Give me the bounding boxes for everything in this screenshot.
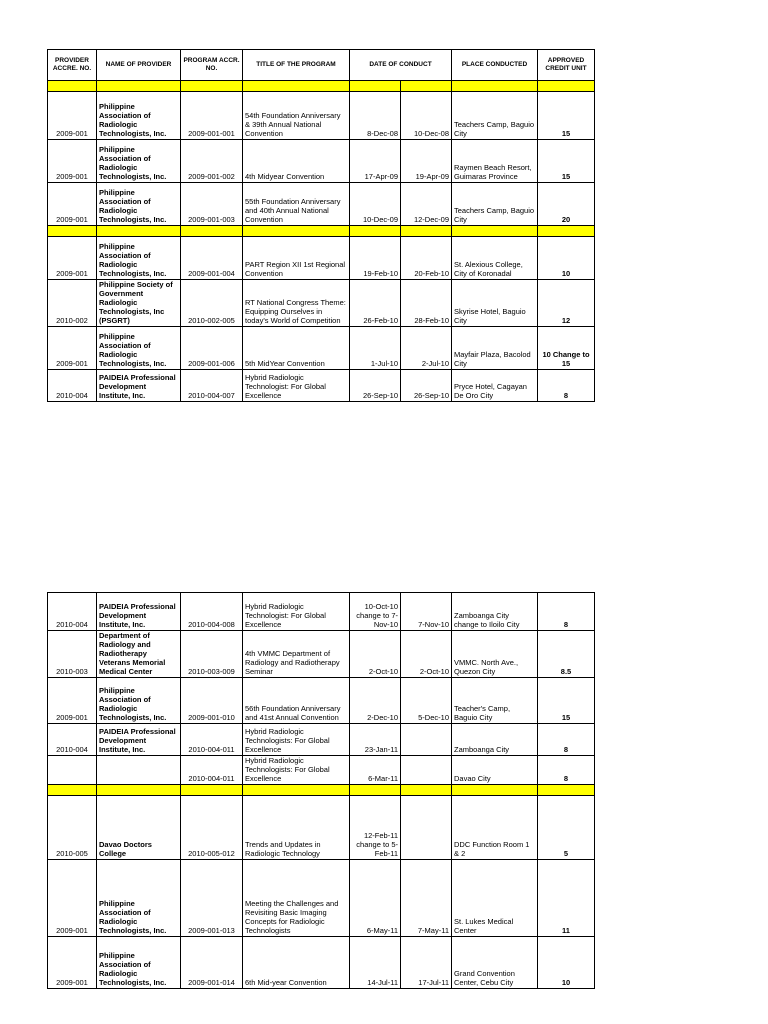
header-place-conducted: PLACE CONDUCTED <box>452 50 538 81</box>
date-end: 19-Apr-09 <box>401 140 452 183</box>
credit-unit: 10 Change to 15 <box>538 327 595 370</box>
header-row <box>48 50 595 81</box>
program-title: 6th Mid-year Convention <box>243 937 350 989</box>
provider-name: Philippine Society of Government Radiologic Technologists, Inc (PSGRT) <box>97 280 181 327</box>
program-accr-no: 2009-001-010 <box>181 678 243 724</box>
header-program-accr-no: PROGRAM ACCR. NO. <box>181 50 243 81</box>
provider-accr-no: 2009-001 <box>48 937 97 989</box>
program-accr-no: 2009-001-014 <box>181 937 243 989</box>
accreditation-table-2 <box>47 592 595 989</box>
date-end: 10-Dec-08 <box>401 92 452 140</box>
table-row <box>48 796 595 860</box>
provider-accr-no: 2009-001 <box>48 237 97 280</box>
date-start: 6-May-11 <box>350 860 401 937</box>
provider-name <box>97 756 181 785</box>
table-row <box>48 327 595 370</box>
table-row <box>48 937 595 989</box>
credit-unit: 8 <box>538 370 595 402</box>
program-title: Hybrid Radiologic Technologists: For Global Excellence <box>243 724 350 756</box>
credit-unit: 15 <box>538 140 595 183</box>
date-start: 17-Apr-09 <box>350 140 401 183</box>
place-conducted: Pryce Hotel, Cagayan De Oro City <box>452 370 538 402</box>
highlight-separator <box>48 81 595 92</box>
program-title: 55th Foundation Anniversary and 40th Annual National Convention <box>243 183 350 226</box>
table-row <box>48 678 595 724</box>
program-accr-no: 2010-004-011 <box>181 756 243 785</box>
header-title-of-program: TITLE OF THE PROGRAM <box>243 50 350 81</box>
place-conducted: DDC Function Room 1 & 2 <box>452 796 538 860</box>
date-start: 1-Jul-10 <box>350 327 401 370</box>
program-title: Hybrid Radiologic Technologist: For Global Excellence <box>243 593 350 631</box>
provider-accr-no: 2009-001 <box>48 140 97 183</box>
place-conducted: St. Lukes Medical Center <box>452 860 538 937</box>
date-start: 26-Sep-10 <box>350 370 401 402</box>
place-conducted: Skyrise Hotel, Baguio City <box>452 280 538 327</box>
date-end: 17-Jul-11 <box>401 937 452 989</box>
place-conducted: Zamboanga City change to Iloilo City <box>452 593 538 631</box>
table-row <box>48 280 595 327</box>
provider-accr-no: 2010-004 <box>48 370 97 402</box>
date-end: 28-Feb-10 <box>401 280 452 327</box>
program-accr-no: 2009-001-002 <box>181 140 243 183</box>
program-accr-no: 2010-005-012 <box>181 796 243 860</box>
program-title: 54th Foundation Anniversary & 39th Annual National Convention <box>243 92 350 140</box>
provider-accr-no: 2010-003 <box>48 631 97 678</box>
credit-unit: 8 <box>538 756 595 785</box>
date-start: 10-Oct-10 change to 7-Nov-10 <box>350 593 401 631</box>
highlight-separator <box>48 226 595 237</box>
date-start: 12-Feb-11 change to 5-Feb-11 <box>350 796 401 860</box>
provider-name: Philippine Association of Radiologic Technologists, Inc. <box>97 860 181 937</box>
program-accr-no: 2010-003-009 <box>181 631 243 678</box>
place-conducted: Teacher's Camp, Baguio City <box>452 678 538 724</box>
table-row <box>48 860 595 937</box>
place-conducted: Teachers Camp, Baguio City <box>452 183 538 226</box>
provider-name: Davao Doctors College <box>97 796 181 860</box>
place-conducted: Davao City <box>452 756 538 785</box>
table-row <box>48 237 595 280</box>
provider-name: PAIDEIA Professional Development Institute, Inc. <box>97 724 181 756</box>
program-title: 5th MidYear Convention <box>243 327 350 370</box>
program-accr-no: 2009-001-001 <box>181 92 243 140</box>
program-accr-no: 2010-004-007 <box>181 370 243 402</box>
credit-unit: 8 <box>538 593 595 631</box>
date-end <box>401 756 452 785</box>
credit-unit: 15 <box>538 678 595 724</box>
table-row <box>48 370 595 402</box>
provider-name: Philippine Association of Radiologic Technologists, Inc. <box>97 327 181 370</box>
table-row <box>48 631 595 678</box>
date-start: 26-Feb-10 <box>350 280 401 327</box>
credit-unit: 20 <box>538 183 595 226</box>
provider-accr-no: 2010-004 <box>48 724 97 756</box>
header-provider-accr-no: PROVIDER ACCRE. NO. <box>48 50 97 81</box>
date-start: 14-Jul-11 <box>350 937 401 989</box>
provider-name: Philippine Association of Radiologic Technologists, Inc. <box>97 937 181 989</box>
table-row <box>48 756 595 785</box>
header-date-of-conduct: DATE OF CONDUCT <box>350 50 452 81</box>
program-accr-no: 2010-004-008 <box>181 593 243 631</box>
program-title: PART Region XII 1st Regional Convention <box>243 237 350 280</box>
date-end: 7-May-11 <box>401 860 452 937</box>
date-end: 2-Jul-10 <box>401 327 452 370</box>
date-start: 2-Oct-10 <box>350 631 401 678</box>
program-accr-no: 2009-001-003 <box>181 183 243 226</box>
date-end: 26-Sep-10 <box>401 370 452 402</box>
date-start: 19-Feb-10 <box>350 237 401 280</box>
place-conducted: VMMC. North Ave., Quezon City <box>452 631 538 678</box>
provider-name: PAIDEIA Professional Development Institute, Inc. <box>97 593 181 631</box>
table-row <box>48 183 595 226</box>
date-start: 10-Dec-09 <box>350 183 401 226</box>
table-row <box>48 92 595 140</box>
credit-unit: 15 <box>538 92 595 140</box>
credit-unit: 12 <box>538 280 595 327</box>
table-row <box>48 593 595 631</box>
credit-unit: 8.5 <box>538 631 595 678</box>
program-accr-no: 2009-001-013 <box>181 860 243 937</box>
program-title: 4th Midyear Convention <box>243 140 350 183</box>
provider-name: Philippine Association of Radiologic Technologists, Inc. <box>97 678 181 724</box>
date-end <box>401 796 452 860</box>
provider-accr-no: 2009-001 <box>48 678 97 724</box>
table-row <box>48 724 595 756</box>
credit-unit: 5 <box>538 796 595 860</box>
date-start: 2-Dec-10 <box>350 678 401 724</box>
date-end: 2-Oct-10 <box>401 631 452 678</box>
provider-accr-no: 2009-001 <box>48 860 97 937</box>
provider-accr-no <box>48 756 97 785</box>
place-conducted: Raymen Beach Resort, Guimaras Province <box>452 140 538 183</box>
place-conducted: St. Alexious College, City of Koronadal <box>452 237 538 280</box>
highlight-separator <box>48 785 595 796</box>
program-accr-no: 2010-002-005 <box>181 280 243 327</box>
provider-accr-no: 2010-002 <box>48 280 97 327</box>
provider-name: Department of Radiology and Radiotherapy Veterans Memorial Medical Center <box>97 631 181 678</box>
place-conducted: Zamboanga City <box>452 724 538 756</box>
program-title: RT National Congress Theme: Equipping Ourselves in today's World of Competition <box>243 280 350 327</box>
credit-unit: 11 <box>538 860 595 937</box>
program-title: Hybrid Radiologic Technologists: For Global Excellence <box>243 756 350 785</box>
date-start: 6-Mar-11 <box>350 756 401 785</box>
header-approved-credit-unit: APPROVED CREDIT UNIT <box>538 50 595 81</box>
provider-accr-no: 2009-001 <box>48 183 97 226</box>
program-title: Hybrid Radiologic Technologist: For Global Excellence <box>243 370 350 402</box>
program-title: Trends and Updates in Radiologic Technology <box>243 796 350 860</box>
program-accr-no: 2009-001-004 <box>181 237 243 280</box>
provider-accr-no: 2010-004 <box>48 593 97 631</box>
place-conducted: Teachers Camp, Baguio City <box>452 92 538 140</box>
program-accr-no: 2009-001-006 <box>181 327 243 370</box>
program-accr-no: 2010-004-011 <box>181 724 243 756</box>
credit-unit: 10 <box>538 237 595 280</box>
accreditation-table-1 <box>47 49 595 402</box>
table-row <box>48 140 595 183</box>
provider-name: PAIDEIA Professional Development Institute, Inc. <box>97 370 181 402</box>
provider-accr-no: 2009-001 <box>48 327 97 370</box>
date-start: 23-Jan-11 <box>350 724 401 756</box>
place-conducted: Mayfair Plaza, Bacolod City <box>452 327 538 370</box>
credit-unit: 10 <box>538 937 595 989</box>
program-title: 4th VMMC Department of Radiology and Radiotherapy Seminar <box>243 631 350 678</box>
date-start: 8-Dec-08 <box>350 92 401 140</box>
date-end <box>401 724 452 756</box>
date-end: 7-Nov-10 <box>401 593 452 631</box>
header-name-of-provider: NAME OF PROVIDER <box>97 50 181 81</box>
date-end: 20-Feb-10 <box>401 237 452 280</box>
date-end: 12-Dec-09 <box>401 183 452 226</box>
provider-name: Philippine Association of Radiologic Technologists, Inc. <box>97 140 181 183</box>
provider-name: Philippine Association of Radiologic Technologists, Inc. <box>97 183 181 226</box>
provider-accr-no: 2010-005 <box>48 796 97 860</box>
provider-accr-no: 2009-001 <box>48 92 97 140</box>
program-title: 56th Foundation Anniversary and 41st Annual Convention <box>243 678 350 724</box>
provider-name: Philippine Association of Radiologic Technologists, Inc. <box>97 92 181 140</box>
provider-name: Philippine Association of Radiologic Technologists, Inc. <box>97 237 181 280</box>
place-conducted: Grand Convention Center, Cebu City <box>452 937 538 989</box>
credit-unit: 8 <box>538 724 595 756</box>
date-end: 5-Dec-10 <box>401 678 452 724</box>
program-title: Meeting the Challenges and Revisiting Basic Imaging Concepts for Radiologic Technologists <box>243 860 350 937</box>
